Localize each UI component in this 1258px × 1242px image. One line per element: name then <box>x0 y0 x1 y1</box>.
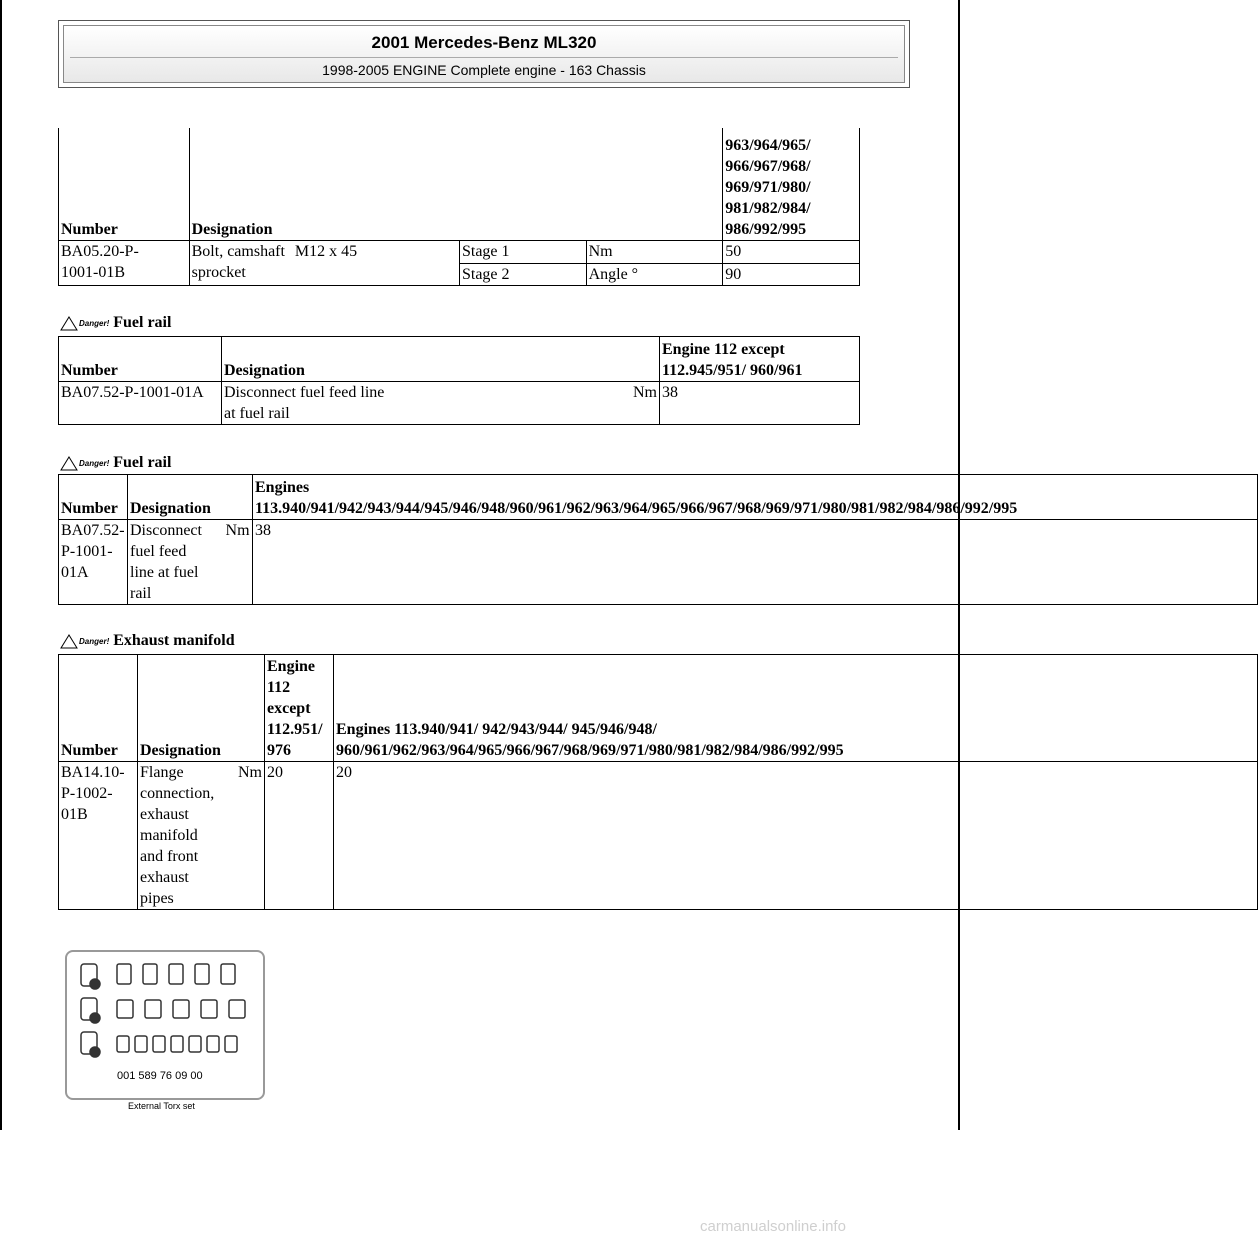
warning-triangle-icon <box>60 456 78 471</box>
exhaust-manifold-table <box>58 654 1258 910</box>
cell-stage2: Stage 2 <box>459 263 586 286</box>
danger-label <box>60 456 109 471</box>
cell-number: BA07.52-P-1001-01A <box>59 382 222 425</box>
cell-number: BA14.10- P-1002- 01B <box>59 762 138 910</box>
header-number: Number <box>59 475 128 520</box>
cell-size: M12 x 45 <box>293 241 460 286</box>
torx-sockets-illustration <box>67 952 259 1064</box>
cell-designation: Disconnect fuel feed line at fuel rail <box>128 520 224 605</box>
torx-caption: External Torx set <box>128 1101 195 1111</box>
header-designation: Designation <box>222 337 660 382</box>
header-engines: Engines 113.940/941/942/943/944/945/946/948/960/961/962/963/964/965/966/967/968/969/971/980/981/982/984/986/992/995 <box>253 475 1258 520</box>
document-header <box>58 20 910 88</box>
section-title: Fuel rail <box>113 314 172 331</box>
cell-stage2-unit: Angle ° <box>586 263 723 286</box>
section-exhaust-manifold <box>60 632 235 650</box>
cell-stage2-value: 90 <box>723 263 860 286</box>
header-engines: 963/964/965/ 966/967/968/ 969/971/980/ 981/982/984/ 986/992/995 <box>723 128 860 241</box>
header-engines-113: Engines 113.940/941/ 942/943/944/ 945/946/948/ 960/961/962/963/964/965/966/967/968/969/971/980/981/982/984/986/992/995 <box>334 655 1258 762</box>
section-fuel-rail-2 <box>60 454 171 472</box>
cell-value-113: 20 <box>334 762 1258 910</box>
cell-value: 38 <box>660 382 860 425</box>
document-subtitle: 1998-2005 ENGINE Complete engine - 163 Chassis <box>322 62 646 78</box>
cell-stage1: Stage 1 <box>459 241 586 264</box>
watermark: carmanualsonline.info <box>700 1218 846 1235</box>
warning-triangle-icon <box>60 634 78 649</box>
cell-number: BA07.52- P-1001- 01A <box>59 520 128 605</box>
cell-designation: Disconnect fuel feed line at fuel rail <box>222 382 447 425</box>
section-title: Exhaust manifold <box>113 632 235 649</box>
camshaft-torque-table <box>58 128 860 286</box>
cell-stage1-value: 50 <box>723 241 860 264</box>
header-designation: Designation <box>189 128 723 241</box>
header-divider <box>70 57 898 58</box>
warning-triangle-icon <box>60 316 78 331</box>
danger-label <box>60 316 109 331</box>
page-border-left <box>0 0 2 1130</box>
danger-label <box>60 634 109 649</box>
header-frame <box>63 25 905 83</box>
torx-part-number: 001 589 76 09 00 <box>117 1070 203 1082</box>
fuel-rail-table-2 <box>58 474 1258 605</box>
header-number: Number <box>59 337 222 382</box>
header-engine: Engine 112 except 112.945/951/ 960/961 <box>660 337 860 382</box>
document-title: 2001 Mercedes-Benz ML320 <box>371 33 597 52</box>
section-title: Fuel rail <box>113 454 172 471</box>
cell-value: 38 <box>253 520 1258 605</box>
cell-designation: Bolt, camshaft sprocket <box>189 241 293 286</box>
exhaust-table-clip <box>58 654 906 916</box>
cell-value-112: 20 <box>265 762 334 910</box>
cell-stage1-unit: Nm <box>586 241 723 264</box>
danger-text: Danger! <box>79 636 110 646</box>
torx-set-figure <box>65 950 265 1100</box>
header-designation: Designation <box>128 475 253 520</box>
cell-unit: Nm <box>224 520 253 605</box>
header-designation: Designation <box>138 655 265 762</box>
danger-text: Danger! <box>79 458 110 468</box>
cell-number: BA05.20-P- 1001-01B <box>59 241 190 286</box>
danger-text: Danger! <box>79 318 110 328</box>
cell-unit: Nm <box>446 382 660 425</box>
header-engine-112: Engine 112 except 112.951/ 976 <box>265 655 334 762</box>
cell-unit: Nm <box>236 762 265 910</box>
header-number: Number <box>59 655 138 762</box>
section-fuel-rail-1 <box>60 314 171 332</box>
header-number: Number <box>59 128 190 241</box>
cell-designation: Flange connection, exhaust manifold and front exhaust pipes <box>138 762 237 910</box>
fuel-rail-table-2-clip <box>58 474 1018 610</box>
fuel-rail-table-1 <box>58 336 860 425</box>
